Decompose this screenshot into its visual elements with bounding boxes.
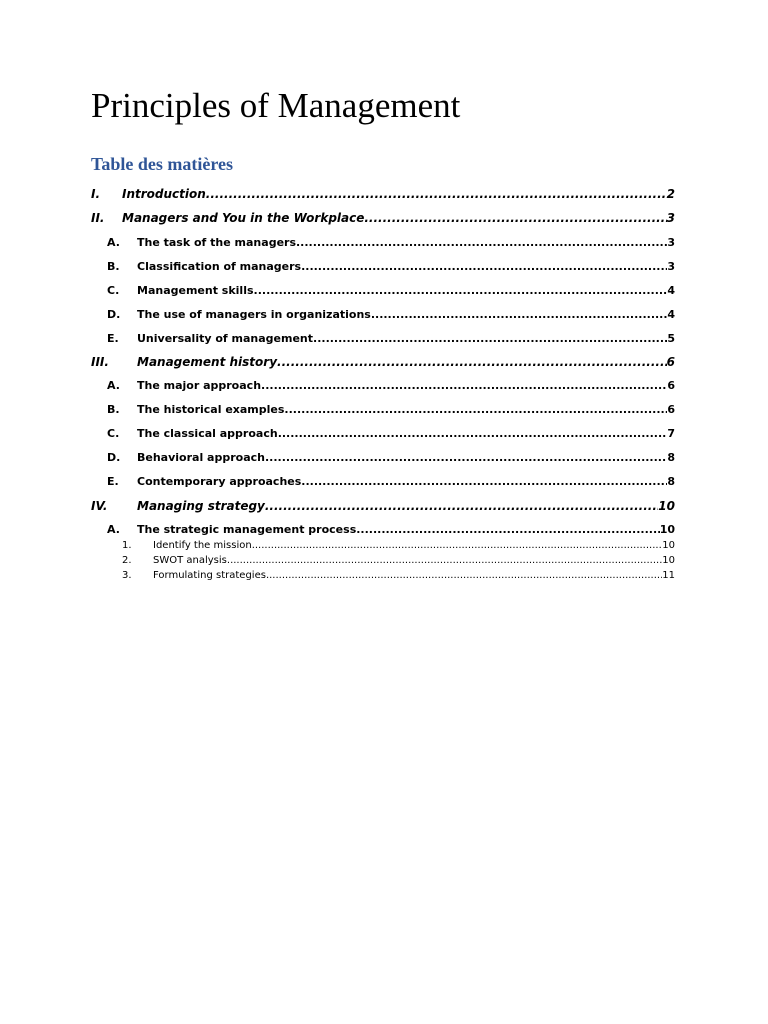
toc-entry-number: C. <box>107 427 120 440</box>
toc-dot-leader <box>252 539 663 552</box>
toc-entry-number: III. <box>91 355 109 369</box>
toc-entry-title: Managers and You in the Workplace <box>122 211 365 225</box>
toc-entry[interactable] <box>122 539 675 552</box>
toc-entry[interactable] <box>91 354 675 370</box>
toc-page-number: 8 <box>667 475 675 488</box>
toc-page-number: 11 <box>662 570 675 581</box>
toc-dot-leader <box>301 474 667 489</box>
toc-page-number: 10 <box>659 523 675 536</box>
toc-entry[interactable] <box>107 474 675 489</box>
toc-entry[interactable] <box>122 569 675 582</box>
toc-page-number: 3 <box>666 211 675 225</box>
toc-entry-number: 1. <box>122 540 132 551</box>
toc-entry[interactable] <box>91 186 675 202</box>
toc-page-number: 4 <box>667 308 675 321</box>
toc-entry[interactable] <box>107 283 675 298</box>
toc-page-number: 10 <box>662 540 675 551</box>
toc-entry-title: The classical approach <box>137 427 278 440</box>
toc-entry[interactable] <box>107 450 675 465</box>
toc-page-number: 5 <box>667 332 675 345</box>
toc-dot-leader <box>301 259 667 274</box>
toc-page-number: 2 <box>666 187 675 201</box>
toc-entry-number: B. <box>107 403 120 416</box>
toc-entry-title: Management skills <box>137 284 254 297</box>
toc-entry-number: 3. <box>122 570 132 581</box>
toc-entry[interactable] <box>107 331 675 346</box>
toc-entry-title: The major approach <box>137 379 262 392</box>
toc-page-number: 6 <box>666 355 675 369</box>
toc-entry[interactable] <box>107 307 675 322</box>
toc-entry-title: Universality of management <box>137 332 314 345</box>
toc-page-number: 10 <box>662 555 675 566</box>
toc-page-number: 6 <box>667 403 675 416</box>
toc-entry-number: D. <box>107 308 121 321</box>
toc-entry[interactable] <box>107 378 675 393</box>
toc-entry-number: II. <box>91 211 105 225</box>
toc-entry-title: The strategic management process <box>137 523 357 536</box>
toc-dot-leader <box>206 186 667 202</box>
toc-entry-title: Introduction <box>122 187 206 201</box>
toc-entry-title: The historical examples <box>137 403 285 416</box>
toc-entry-number: A. <box>107 236 120 249</box>
toc-entry-number: C. <box>107 284 120 297</box>
toc-entry[interactable] <box>107 259 675 274</box>
toc-entry-title: Contemporary approaches <box>137 475 302 488</box>
toc-entry[interactable] <box>91 498 675 514</box>
toc-entry-title: Classification of managers <box>137 260 302 273</box>
toc-entry-title: Managing strategy <box>137 499 265 513</box>
toc-entry-number: IV. <box>91 499 108 513</box>
toc-page-number: 4 <box>667 284 675 297</box>
toc-dot-leader <box>284 402 667 417</box>
toc-dot-leader <box>227 554 662 567</box>
toc-dot-leader <box>356 522 659 537</box>
document-title: Principles of Management <box>91 86 461 125</box>
toc-entry-number: A. <box>107 379 120 392</box>
toc-heading: Table des matières <box>91 154 233 174</box>
toc-dot-leader <box>313 331 667 346</box>
toc-dot-leader <box>254 283 668 298</box>
toc-page-number: 8 <box>667 451 675 464</box>
toc-page-number: 10 <box>658 499 675 513</box>
toc-entry-number: E. <box>107 332 119 345</box>
toc-page-number: 3 <box>667 236 675 249</box>
toc-entry[interactable] <box>122 554 675 567</box>
toc-entry-title: Identify the mission <box>153 540 252 551</box>
toc-dot-leader <box>296 235 667 250</box>
toc-dot-leader <box>371 307 668 322</box>
toc-entry-number: I. <box>91 187 101 201</box>
toc-entry-number: A. <box>107 523 120 536</box>
toc-dot-leader <box>364 210 666 226</box>
toc-entry-number: B. <box>107 260 120 273</box>
toc-entry[interactable] <box>91 210 675 226</box>
toc-entry-title: Formulating strategies <box>153 570 266 581</box>
toc-page-number: 7 <box>667 427 675 440</box>
toc-dot-leader <box>277 354 667 370</box>
toc-dot-leader <box>278 426 668 441</box>
toc-entry-title: SWOT analysis <box>153 555 227 566</box>
toc-dot-leader <box>266 569 662 582</box>
toc-dot-leader <box>265 450 667 465</box>
toc-entry[interactable] <box>107 426 675 441</box>
toc-dot-leader <box>265 498 658 514</box>
toc-page-number: 6 <box>667 379 675 392</box>
toc-entry-title: Management history <box>137 355 278 369</box>
toc-page-number: 3 <box>667 260 675 273</box>
toc-entry-title: The use of managers in organizations <box>137 308 371 321</box>
toc-entry-title: The task of the managers <box>137 236 296 249</box>
toc-entry[interactable] <box>107 235 675 250</box>
toc-entry[interactable] <box>107 402 675 417</box>
toc-entry-number: D. <box>107 451 121 464</box>
toc-entry[interactable] <box>107 522 675 537</box>
toc-dot-leader <box>261 378 667 393</box>
toc-entry-number: 2. <box>122 555 132 566</box>
toc-entry-title: Behavioral approach <box>137 451 265 464</box>
toc-entry-number: E. <box>107 475 119 488</box>
